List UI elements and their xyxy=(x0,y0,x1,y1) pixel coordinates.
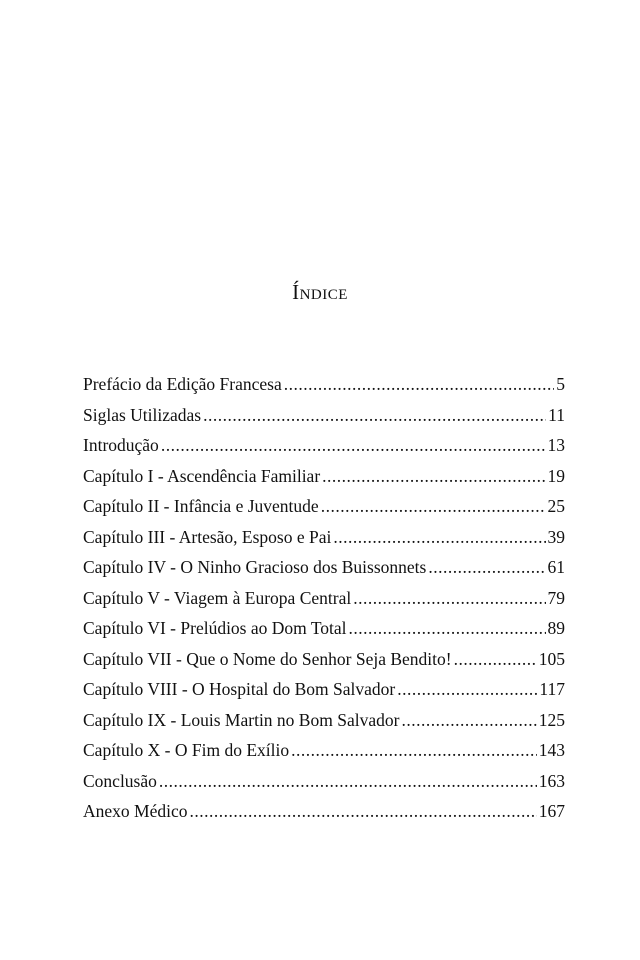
toc-entry xyxy=(83,710,565,741)
toc-leader-dots xyxy=(203,405,546,426)
toc-leader-dots xyxy=(190,801,537,822)
toc-entry-label: Capítulo V - Viagem à Europa Central xyxy=(83,587,352,608)
toc-entry xyxy=(83,405,565,436)
toc-entry-page: 61 xyxy=(547,557,565,577)
toc-leader-dots xyxy=(353,588,545,609)
toc-leader-dots xyxy=(428,557,545,578)
toc-leader-dots xyxy=(159,771,537,792)
toc-entry-page: 143 xyxy=(538,740,565,760)
toc-entry-label: Capítulo IV - O Ninho Gracioso dos Buissonnets xyxy=(83,557,427,577)
toc-entry-label: Capítulo II - Infância e Juventude xyxy=(83,496,319,516)
toc-entry-page: 25 xyxy=(547,496,565,516)
toc-entry-label: Capítulo X - O Fim do Exílio xyxy=(83,740,290,760)
toc-entry xyxy=(83,496,565,527)
toc-entry xyxy=(83,588,565,619)
toc-entry-page: 105 xyxy=(538,648,565,669)
toc-entry xyxy=(83,374,565,405)
toc-leader-dots xyxy=(401,710,536,731)
toc-entry-page: 117 xyxy=(539,679,565,699)
toc-entry xyxy=(83,740,565,771)
toc-entry xyxy=(83,801,565,832)
toc-entry xyxy=(83,771,565,802)
toc-leader-dots xyxy=(333,527,545,548)
toc-entry-label: Capítulo III - Artesão, Esposo e Pai xyxy=(83,526,332,547)
toc-leader-dots xyxy=(161,435,546,456)
toc-entry-label: Siglas Utilizadas xyxy=(83,404,202,425)
toc-entry xyxy=(83,466,565,497)
toc-entry-page: 125 xyxy=(538,709,565,730)
toc-entry-label: Introdução xyxy=(83,435,159,455)
toc-entry-page: 13 xyxy=(547,435,565,455)
toc-entry-label: Capítulo VIII - O Hospital do Bom Salvador xyxy=(83,679,396,699)
toc-leader-dots xyxy=(349,618,546,639)
toc-entry-page: 79 xyxy=(547,587,565,608)
toc-entry-page: 5 xyxy=(556,374,565,394)
toc-entry xyxy=(83,435,565,466)
toc-entry-page: 39 xyxy=(547,526,565,547)
toc-leader-dots xyxy=(454,649,537,670)
toc-entry-label: Capítulo VI - Prelúdios ao Dom Total xyxy=(83,618,347,638)
toc-entry xyxy=(83,527,565,558)
toc-entry-page: 167 xyxy=(538,801,565,821)
toc-leader-dots xyxy=(322,466,545,487)
toc-leader-dots xyxy=(291,740,537,761)
toc-entry-label: Anexo Médico xyxy=(83,801,188,821)
toc-entry xyxy=(83,649,565,680)
toc-entry-page: 163 xyxy=(538,770,565,791)
toc-entry-label: Conclusão xyxy=(83,770,157,791)
toc-leader-dots xyxy=(284,374,555,395)
toc-entry-page: 11 xyxy=(548,404,565,425)
toc-entry-label: Capítulo I - Ascendência Familiar xyxy=(83,465,321,486)
toc-entry-label: Capítulo IX - Louis Martin no Bom Salvador xyxy=(83,709,400,730)
toc-entry xyxy=(83,618,565,649)
toc-entry-label: Capítulo VII - Que o Nome do Senhor Seja Bendito! xyxy=(83,648,452,669)
table-of-contents xyxy=(83,374,565,832)
toc-entry xyxy=(83,557,565,588)
toc-entry-label: Prefácio da Edição Francesa xyxy=(83,374,282,394)
toc-leader-dots xyxy=(321,496,546,517)
toc-leader-dots xyxy=(397,679,537,700)
toc-entry-page: 89 xyxy=(547,618,565,638)
toc-entry xyxy=(83,679,565,710)
page-title: Índice xyxy=(292,280,348,304)
toc-entry-page: 19 xyxy=(547,465,565,486)
